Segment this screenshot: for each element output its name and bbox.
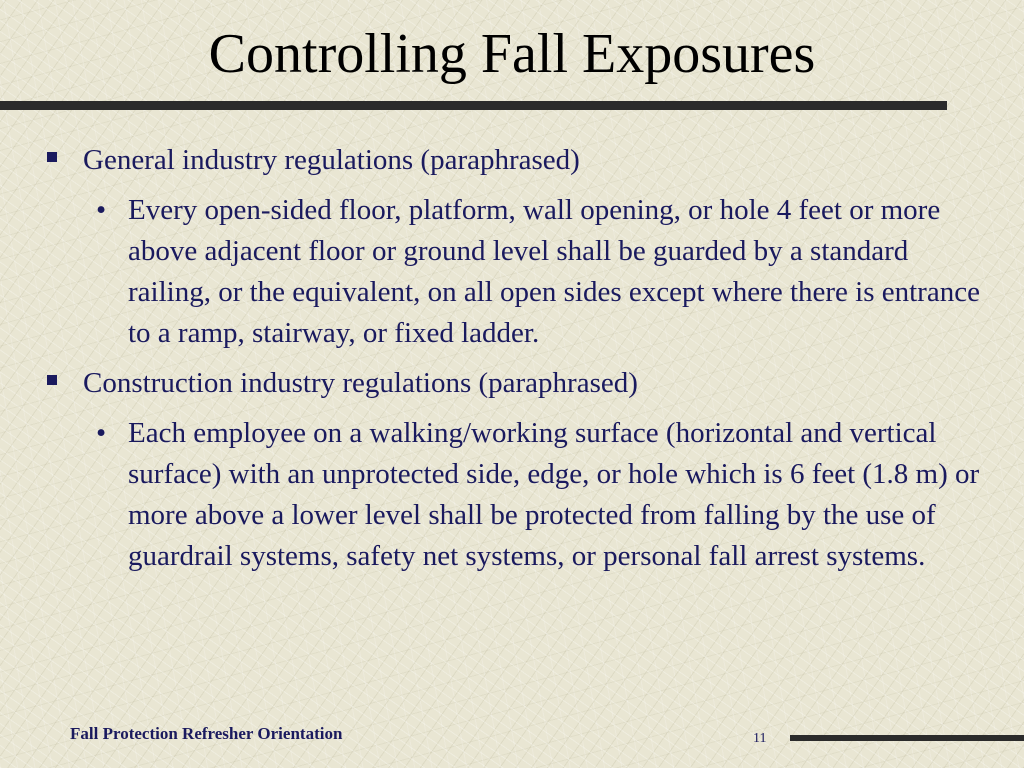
sub-bullet-marker: • [96,417,107,449]
bullet-text: Construction industry regulations (paraphrased) [83,367,638,399]
footer-divider [790,735,1024,741]
square-bullet-icon [47,375,57,385]
square-bullet-icon [47,152,57,162]
footer-title: Fall Protection Refresher Orientation [70,724,343,743]
bullet-general-industry [0,140,1024,181]
sub-bullet-general-industry [0,190,1024,354]
title-divider [0,101,947,110]
sub-bullet-marker: • [96,194,107,226]
sub-bullet-construction-industry [0,413,1024,577]
sub-bullet-text: Every open-sided floor, platform, wall opening, or hole 4 feet or more above adjacent floor or ground level shall be guarded by a standard railing, or the equivalent, on all open sides except where there is entrance to a ramp, stairway, or fixed ladder. [128,194,980,349]
bullet-construction-industry [0,363,1024,404]
page-number: 11 [753,731,767,746]
slide-content [0,140,1024,586]
slide-title: Controlling Fall Exposures [208,23,816,85]
sub-bullet-text: Each employee on a walking/working surface (horizontal and vertical surface) with an unprotected side, edge, or hole which is 6 feet (1.8 m) or more above a lower level shall be protected from falling by the use of guardrail systems, safety net systems, or personal fall arrest systems. [128,417,980,572]
bullet-text: General industry regulations (paraphrased) [83,144,580,176]
